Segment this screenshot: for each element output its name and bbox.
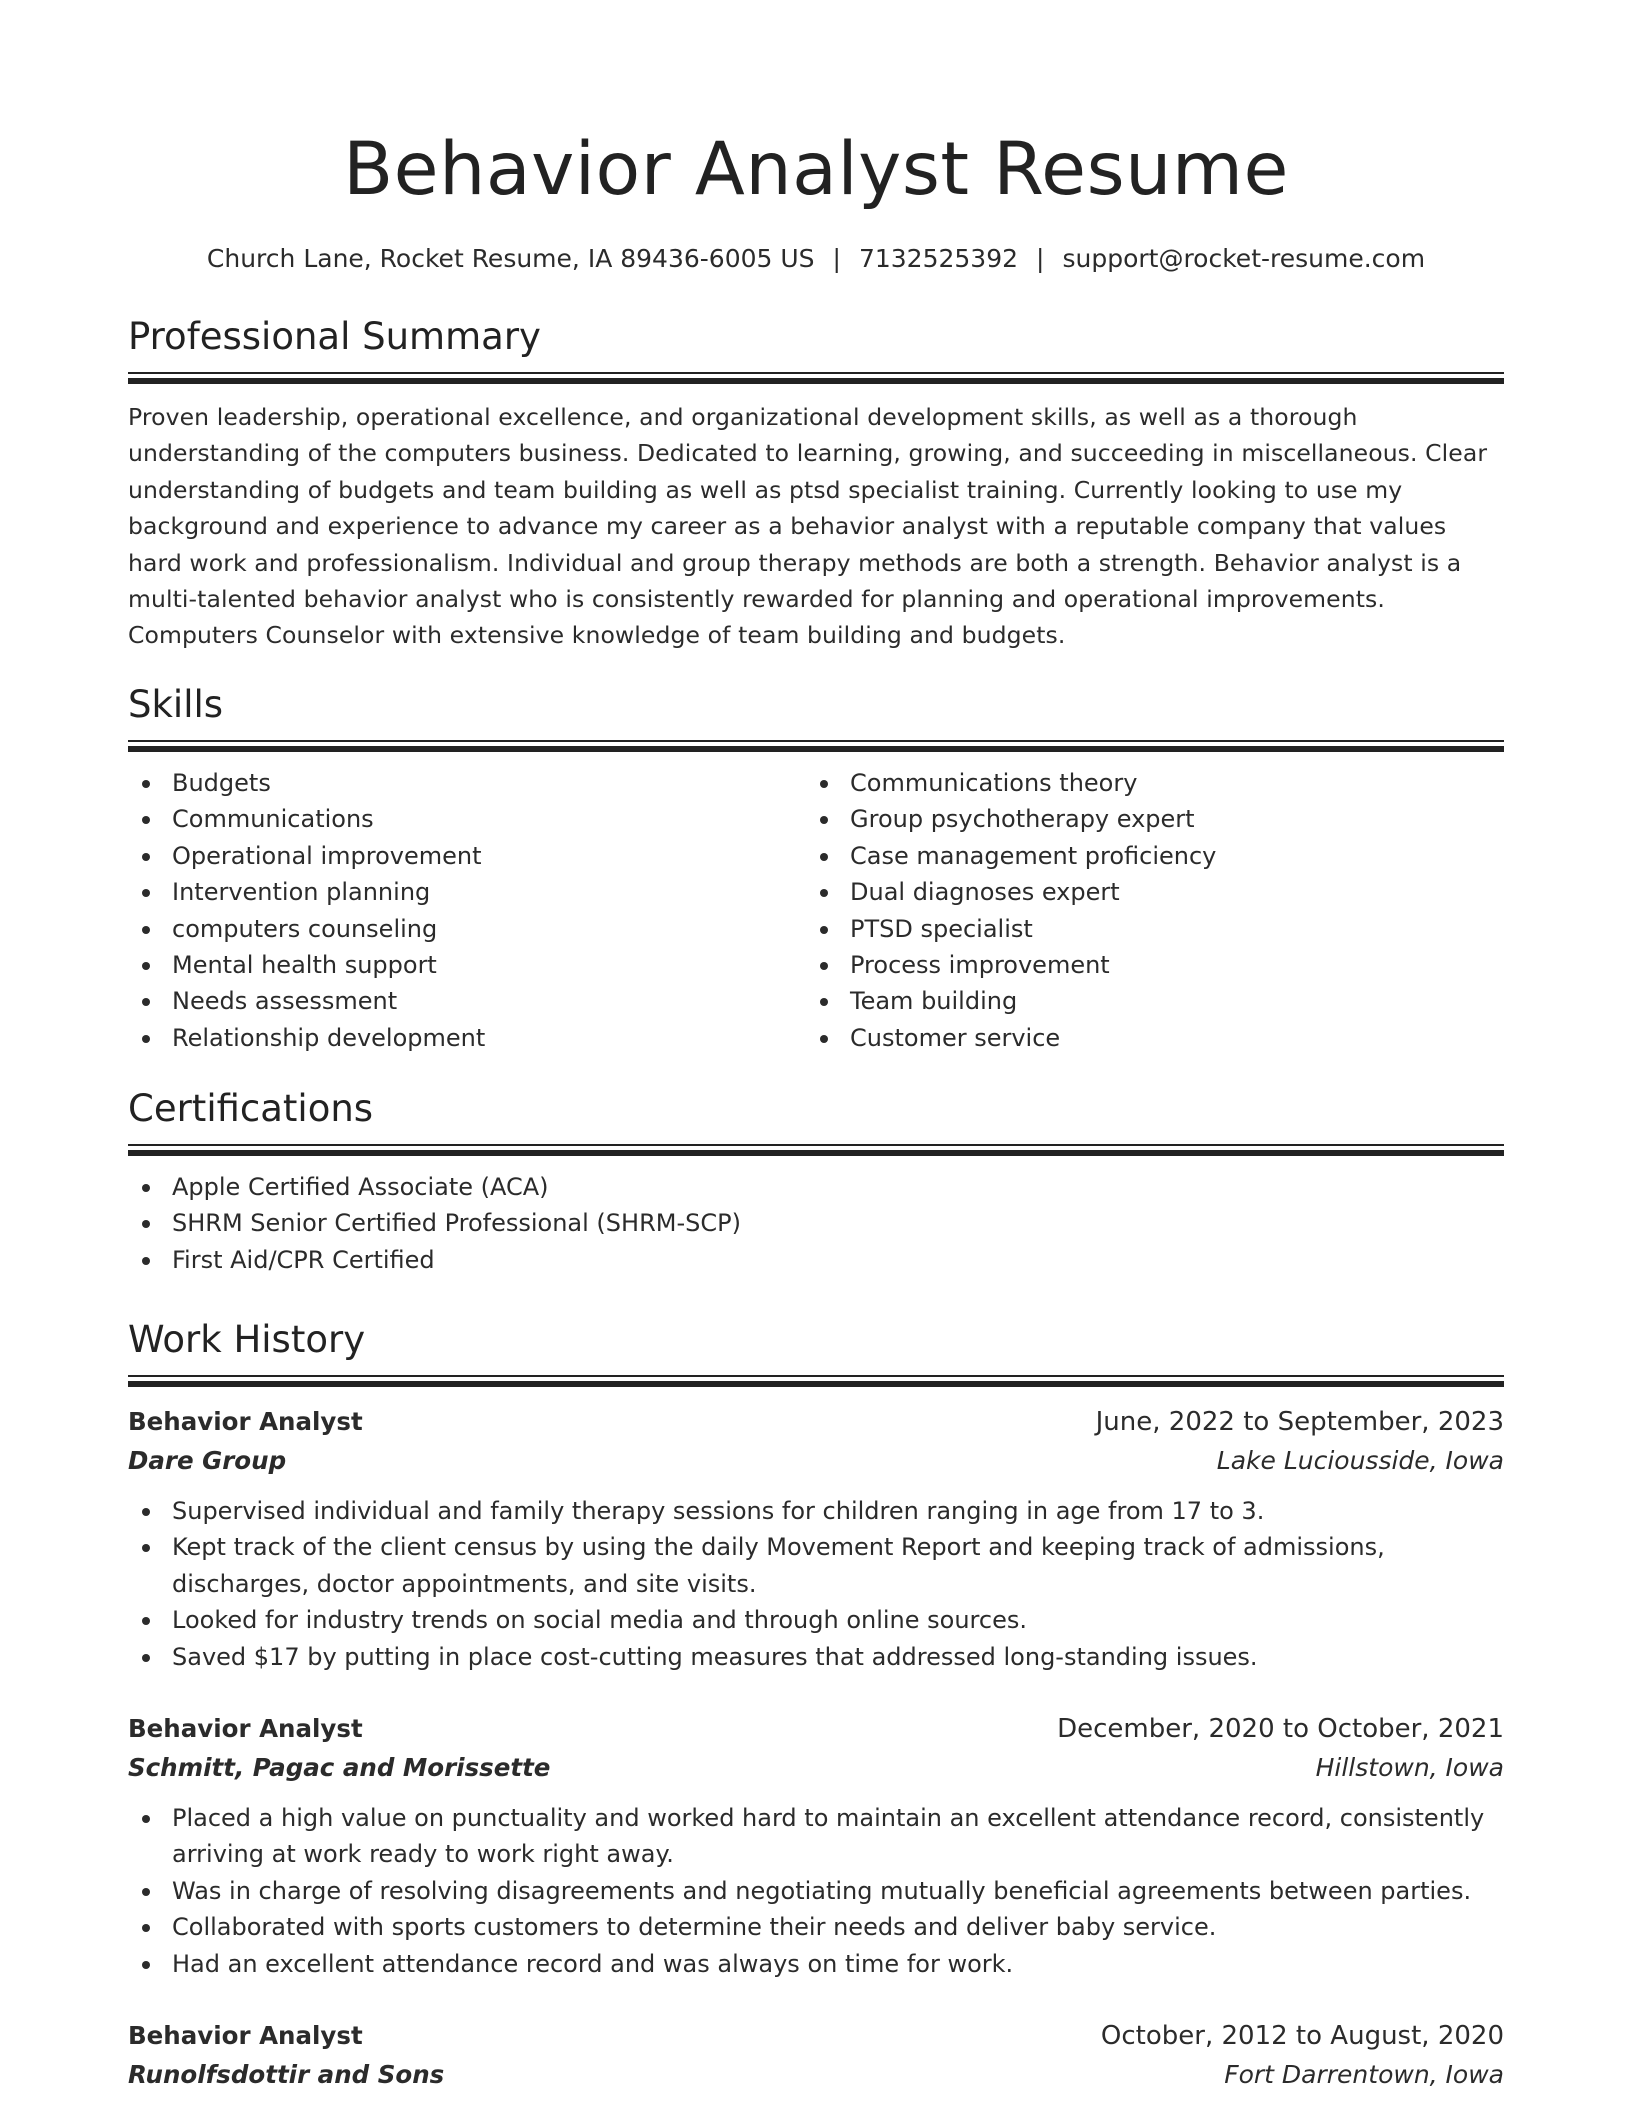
job-title: Behavior Analyst xyxy=(128,2021,363,2050)
skill-item: Group psychotherapy expert xyxy=(806,801,1484,837)
job-entry xyxy=(128,1403,1504,1675)
job-dates: June, 2022 to September, 2023 xyxy=(1095,1407,1504,1437)
job-location: Hillstown, Iowa xyxy=(1315,1753,1504,1782)
contact-address: Church Lane, Rocket Resume, IA 89436-6005 US xyxy=(206,244,815,273)
certifications-section xyxy=(128,1086,1504,1278)
skills-list-right xyxy=(806,765,1484,1056)
job-location: Fort Darrentown, Iowa xyxy=(1224,2060,1504,2089)
skill-item: Process improvement xyxy=(806,947,1484,983)
skill-item: Operational improvement xyxy=(128,838,806,874)
job-bullet: Placed a high value on punctuality and worked hard to maintain an excellent attendance record, consistently arriving at work ready to work right away. xyxy=(128,1800,1504,1873)
job-bullet: Had an excellent attendance record and was always on time for work. xyxy=(128,1946,1504,1982)
skill-item: Mental health support xyxy=(128,947,806,983)
job-bullet: Saved $17 by putting in place cost-cutting measures that addressed long-standing issues. xyxy=(128,1639,1504,1675)
contact-phone: 7132525392 xyxy=(858,244,1019,273)
skill-item: Case management proficiency xyxy=(806,838,1484,874)
job-header xyxy=(128,2017,1504,2055)
job-company: Runolfsdottir and Sons xyxy=(128,2060,445,2089)
summary-section xyxy=(128,314,1504,654)
job-bullets xyxy=(128,1800,1504,1982)
certification-item: Apple Certified Associate (ACA) xyxy=(128,1169,1504,1205)
skill-item: PTSD specialist xyxy=(806,911,1484,947)
job-title: Behavior Analyst xyxy=(128,1714,363,1743)
certifications-list xyxy=(128,1169,1504,1278)
certification-item: First Aid/CPR Certified xyxy=(128,1242,1504,1278)
job-location: Lake Luciousside, Iowa xyxy=(1216,1446,1504,1475)
job-company: Dare Group xyxy=(128,1446,287,1475)
job-bullet: Collaborated with sports customers to determine their needs and deliver baby service. xyxy=(128,1909,1504,1945)
skill-item: Customer service xyxy=(806,1020,1484,1056)
contact-email: support@rocket-resume.com xyxy=(1062,244,1426,273)
skill-item: Team building xyxy=(806,983,1484,1019)
summary-text: Proven leadership, operational excellence, and organizational development skills, as well as a thorough understanding of the computers business. Dedicated to learning, growing, and succeeding in miscellaneous. Clear understanding of budgets and team building as well as ptsd specialist training. Currently looking to use my background and experience to advance my career as a behavior analyst with a reputable company that values hard work and professionalism. Individual and group therapy methods are both a strength. Behavior analyst is a multi-talented behavior analyst who is consistently rewarded for planning and operational improvements. Computers Counselor with extensive knowledge of team building and budgets. xyxy=(128,403,1488,650)
work-history-heading: Work History xyxy=(128,1318,366,1361)
contact-line xyxy=(128,242,1504,276)
resume-title: Behavior Analyst Resume xyxy=(343,127,1289,212)
skill-item: Intervention planning xyxy=(128,874,806,910)
contact-separator: | xyxy=(1036,244,1045,273)
skill-item: Relationship development xyxy=(128,1020,806,1056)
skill-item: Communications theory xyxy=(806,765,1484,801)
job-bullet: Looked for industry trends on social media and through online sources. xyxy=(128,1602,1504,1638)
job-bullet: Supervised individual and family therapy sessions for children ranging in age from 17 to 3. xyxy=(128,1493,1504,1529)
skills-list-left xyxy=(128,765,806,1056)
section-divider xyxy=(128,1144,1504,1157)
skills-column-right xyxy=(806,765,1484,1056)
job-entry xyxy=(128,1710,1504,1982)
skill-item: computers counseling xyxy=(128,911,806,947)
certifications-heading: Certifications xyxy=(128,1087,374,1130)
skill-item: Budgets xyxy=(128,765,806,801)
job-subheader xyxy=(128,1441,1504,1481)
skills-section xyxy=(128,682,1504,1056)
skills-column-left xyxy=(128,765,806,1056)
skills-grid xyxy=(128,765,1504,1056)
job-header xyxy=(128,1710,1504,1748)
skill-item: Communications xyxy=(128,801,806,837)
skill-item: Dual diagnoses expert xyxy=(806,874,1484,910)
job-company: Schmitt, Pagac and Morissette xyxy=(128,1753,551,1782)
job-dates: December, 2020 to October, 2021 xyxy=(1057,1714,1504,1744)
job-header xyxy=(128,1403,1504,1441)
job-subheader xyxy=(128,2055,1504,2095)
skill-item: Needs assessment xyxy=(128,983,806,1019)
certification-item: SHRM Senior Certified Professional (SHRM-SCP) xyxy=(128,1205,1504,1241)
skills-heading: Skills xyxy=(128,683,224,726)
resume-page xyxy=(128,0,1504,2089)
contact-separator: | xyxy=(832,244,841,273)
section-divider xyxy=(128,372,1504,385)
section-divider xyxy=(128,1375,1504,1388)
section-divider xyxy=(128,740,1504,753)
work-history-section xyxy=(128,1317,1504,1388)
summary-heading: Professional Summary xyxy=(128,315,541,358)
job-entry xyxy=(128,2017,1504,2095)
job-bullets xyxy=(128,1493,1504,1675)
job-bullet: Was in charge of resolving disagreements and negotiating mutually beneficial agreements between parties. xyxy=(128,1873,1504,1909)
job-bullet: Kept track of the client census by using the daily Movement Report and keeping track of admissions, discharges, doctor appointments, and site visits. xyxy=(128,1529,1504,1602)
job-title: Behavior Analyst xyxy=(128,1407,363,1436)
job-subheader xyxy=(128,1748,1504,1788)
job-dates: October, 2012 to August, 2020 xyxy=(1100,2021,1504,2051)
